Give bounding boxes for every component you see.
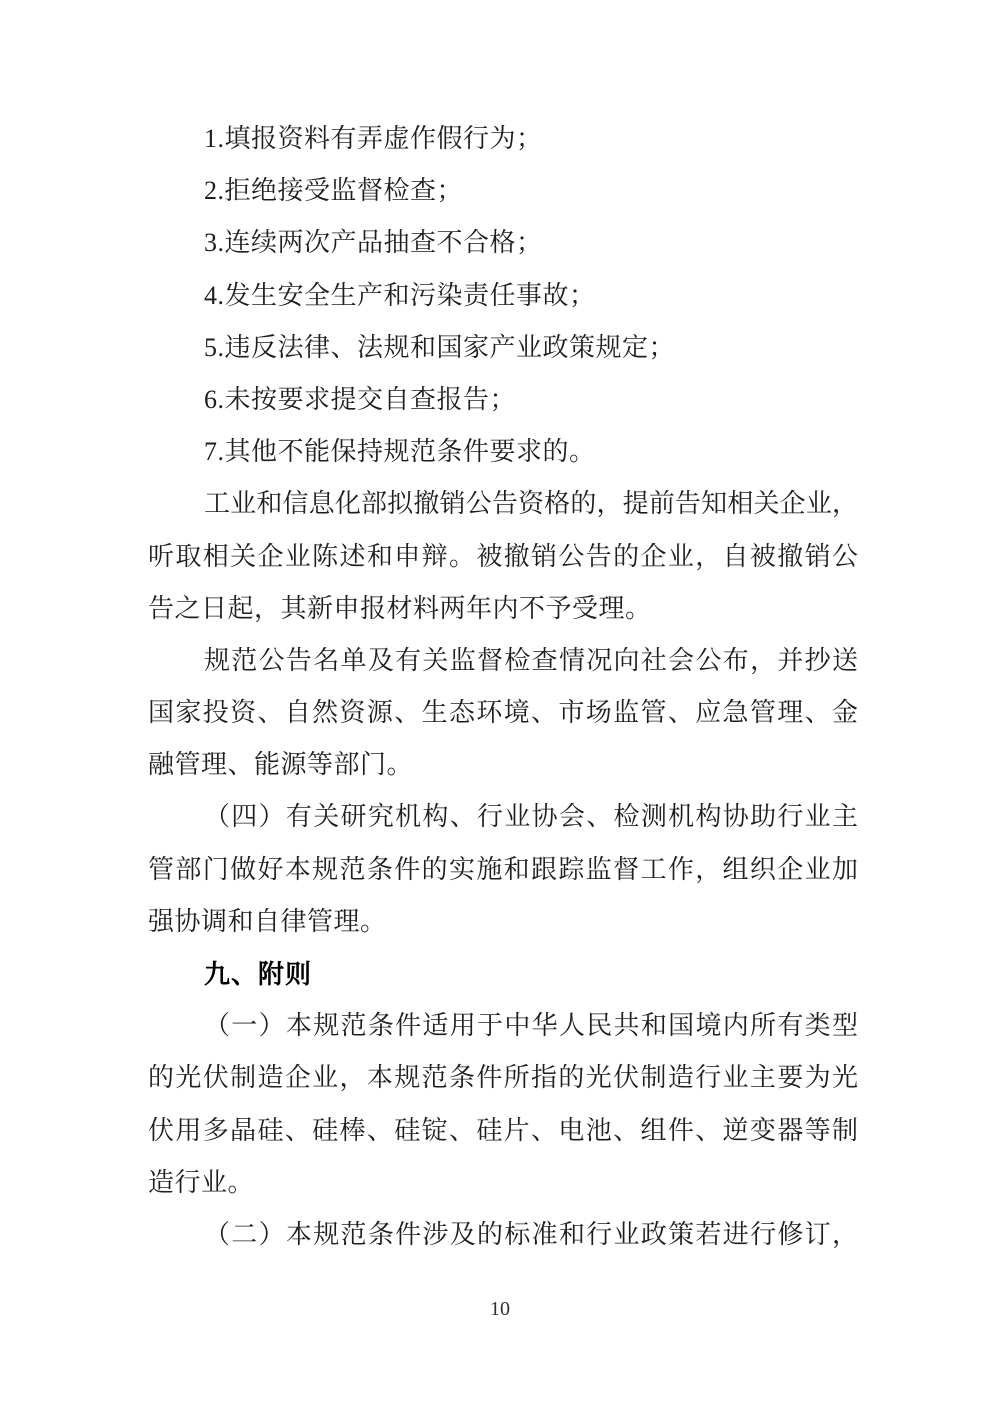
section-heading: 九、附则 bbox=[204, 959, 313, 989]
text-line: 造行业。 bbox=[148, 1167, 255, 1197]
document-body bbox=[148, 113, 858, 1261]
text-line: 4.发生安全生产和污染责任事故； bbox=[204, 280, 596, 310]
text-line: 听取相关企业陈述和申辩。被撤销公告的企业，自被撤销公 bbox=[148, 541, 858, 571]
text-line: 融管理、能源等部门。 bbox=[148, 750, 414, 780]
text-line: （二）本规范条件涉及的标准和行业政策若进行修订， bbox=[204, 1219, 858, 1249]
text-line: （四）有关研究机构、行业协会、检测机构协助行业主 bbox=[204, 802, 858, 832]
text-line: 的光伏制造企业，本规范条件所指的光伏制造行业主要为光 bbox=[148, 1063, 858, 1093]
text-line: 3.连续两次产品抽查不合格； bbox=[204, 228, 543, 258]
text-line: 6.未按要求提交自查报告； bbox=[204, 384, 517, 414]
text-line: （一）本规范条件适用于中华人民共和国境内所有类型 bbox=[204, 1011, 858, 1041]
text-line: 7.其他不能保持规范条件要求的。 bbox=[204, 437, 596, 467]
text-line: 2.拒绝接受监督检查； bbox=[204, 176, 464, 206]
text-line: 5.违反法律、法规和国家产业政策规定； bbox=[204, 332, 676, 362]
text-line: 管部门做好本规范条件的实施和跟踪监督工作，组织企业加 bbox=[148, 854, 858, 884]
text-line: 工业和信息化部拟撤销公告资格的，提前告知相关企业， bbox=[204, 489, 858, 519]
text-line: 伏用多晶硅、硅棒、硅锭、硅片、电池、组件、逆变器等制 bbox=[148, 1115, 858, 1145]
text-line: 告之日起，其新申报材料两年内不予受理。 bbox=[148, 593, 652, 623]
text-line: 1.填报资料有弄虚作假行为； bbox=[204, 124, 543, 153]
text-line: 强协调和自律管理。 bbox=[148, 906, 387, 936]
text-line: 国家投资、自然资源、生态环境、市场监管、应急管理、金 bbox=[148, 698, 858, 728]
text-line: 规范公告名单及有关监督检查情况向社会公布，并抄送 bbox=[204, 645, 858, 675]
page-number: 10 bbox=[490, 1298, 510, 1320]
